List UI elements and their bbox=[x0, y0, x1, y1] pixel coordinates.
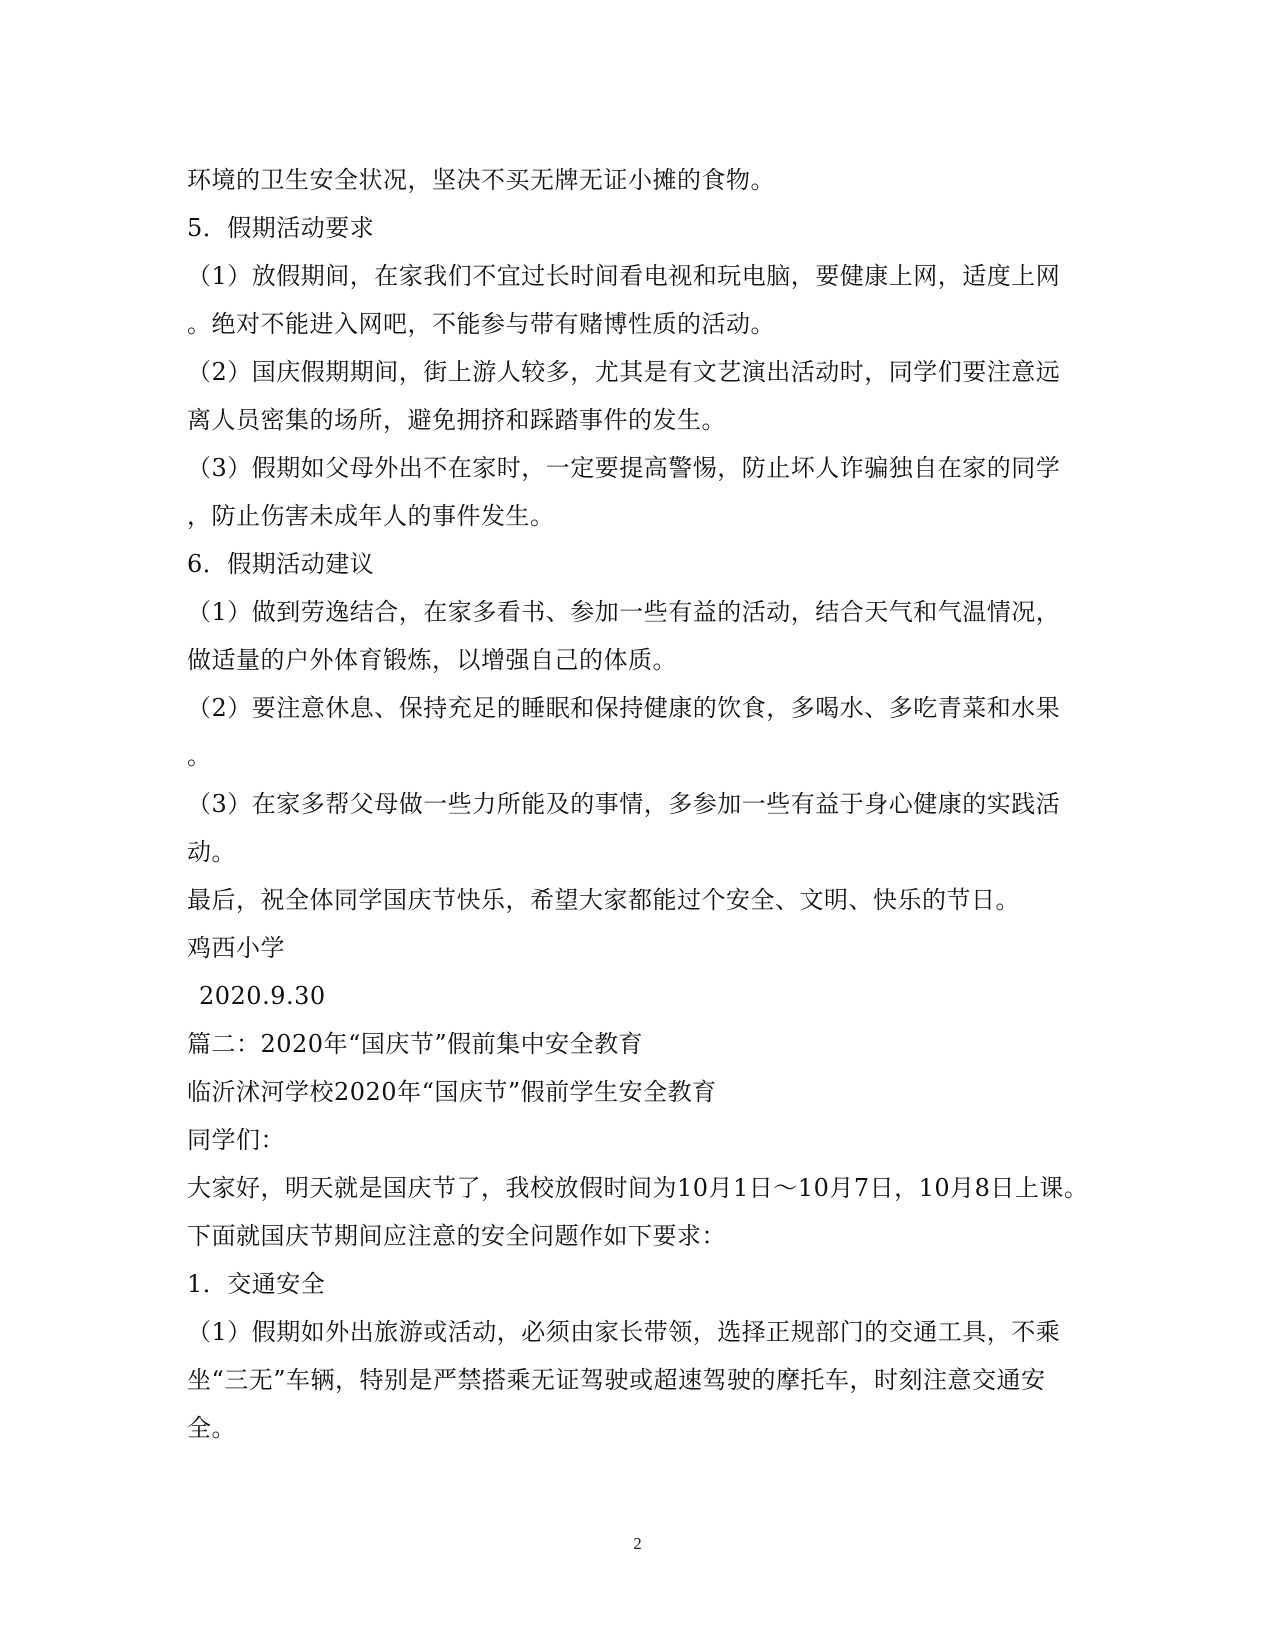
text-line: 环境的卫生安全状况，坚决不买无牌无证小摊的食物。 bbox=[187, 166, 775, 194]
salutation: 同学们： bbox=[187, 1126, 285, 1154]
section-heading: 6．假期活动建议 bbox=[187, 550, 375, 578]
section-heading: 5．假期活动要求 bbox=[187, 214, 375, 242]
closing-line: 最后，祝全体同学国庆节快乐，希望大家都能过个安全、文明、快乐的节日。 bbox=[187, 886, 1020, 914]
text-line: 下面就国庆节期间应注意的安全问题作如下要求： bbox=[187, 1222, 726, 1250]
text-line: （1）放假期间，在家我们不宜过长时间看电视和玩电脑，要健康上网，适度上网 bbox=[187, 262, 1061, 290]
text-line: 。 bbox=[187, 742, 212, 770]
signature-school: 鸡西小学 bbox=[187, 934, 285, 962]
text-line: （3）假期如父母外出不在家时，一定要提高警惕，防止坏人诈骗独自在家的同学 bbox=[187, 454, 1061, 482]
document-body bbox=[187, 156, 1087, 1452]
signature-date: 2020.9.30 bbox=[199, 982, 326, 1010]
page-number: 2 bbox=[633, 1534, 642, 1553]
text-line: （3）在家多帮父母做一些力所能及的事情，多参加一些有益于身心健康的实践活 bbox=[187, 790, 1061, 818]
text-line: （2）国庆假期期间，街上游人较多，尤其是有文艺演出活动时，同学们要注意远 bbox=[187, 358, 1061, 386]
text-line: （1）假期如外出旅游或活动，必须由家长带领，选择正规部门的交通工具，不乘 bbox=[187, 1318, 1061, 1346]
text-line: 坐“三无”车辆，特别是严禁搭乘无证驾驶或超速驾驶的摩托车，时刻注意交通安 bbox=[187, 1366, 1046, 1394]
text-line: ，防止伤害未成年人的事件发生。 bbox=[187, 502, 555, 530]
section-heading: 1．交通安全 bbox=[187, 1270, 326, 1298]
text-line: 动。 bbox=[187, 838, 236, 866]
text-line: （2）要注意休息、保持充足的睡眠和保持健康的饮食，多喝水、多吃青菜和水果 bbox=[187, 694, 1061, 722]
text-line: 做适量的户外体育锻炼，以增强自己的体质。 bbox=[187, 646, 677, 674]
text-line: 全。 bbox=[187, 1414, 236, 1442]
article-title: 篇二：2020年“国庆节”假前集中安全教育 bbox=[187, 1030, 644, 1058]
text-line: （1）做到劳逸结合，在家多看书、参加一些有益的活动，结合天气和气温情况， bbox=[187, 598, 1061, 626]
text-line: 大家好，明天就是国庆节了，我校放假时间为10月1日～10月7日，10月8日上课。 bbox=[187, 1174, 1089, 1202]
text-line: 。绝对不能进入网吧，不能参与带有赌博性质的活动。 bbox=[187, 310, 775, 338]
text-line: 离人员密集的场所，避免拥挤和踩踏事件的发生。 bbox=[187, 406, 726, 434]
article-subtitle: 临沂沭河学校2020年“国庆节”假前学生安全教育 bbox=[187, 1078, 717, 1106]
